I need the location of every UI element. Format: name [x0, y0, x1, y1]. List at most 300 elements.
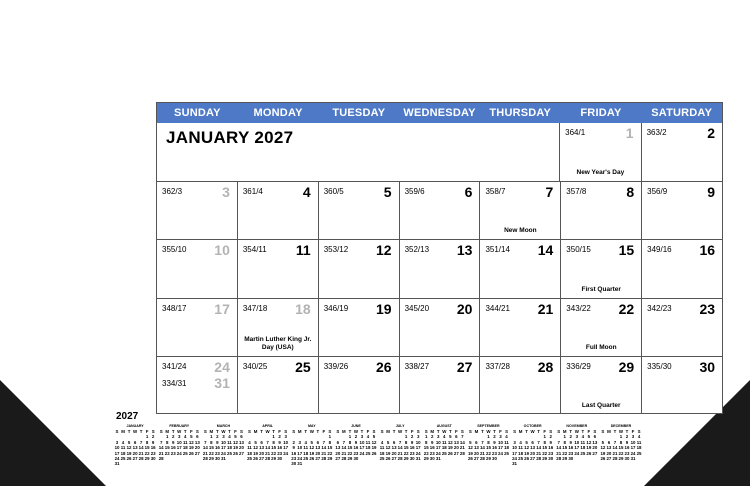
mini-weekday-letter: T — [228, 429, 231, 434]
mini-day: 30 — [214, 455, 220, 461]
weeks-grid — [157, 123, 722, 414]
mini-day: 5 — [234, 434, 237, 440]
mini-day: 8 — [543, 439, 546, 445]
mini-weekday-letter: F — [234, 429, 237, 434]
mini-day: 9 — [216, 439, 219, 445]
mini-day: 4 — [505, 434, 508, 440]
mini-month — [466, 424, 510, 470]
day-cell[interactable] — [399, 240, 480, 297]
day-cell[interactable] — [157, 240, 237, 297]
mini-weekday-letter: M — [342, 429, 346, 434]
day-cell[interactable] — [237, 182, 318, 239]
mini-day: 11 — [379, 445, 385, 451]
mini-weekday-letter: F — [189, 429, 193, 434]
mini-day: 26 — [233, 450, 238, 456]
mini-day: 24 — [630, 450, 636, 456]
mini-day: 16 — [548, 445, 554, 451]
mini-day: 17 — [220, 445, 226, 451]
mini-month-name: SEPTEMBER — [477, 424, 500, 428]
mini-day: 21 — [459, 445, 465, 451]
mini-day: 5 — [254, 439, 257, 445]
mini-day: 8 — [165, 439, 169, 445]
mini-day: 6 — [316, 439, 320, 445]
weekday-friday: FRIDAY — [580, 107, 622, 119]
mini-day: 19 — [253, 450, 258, 456]
mini-day: 7 — [139, 439, 143, 445]
mini-day: 10 — [435, 439, 441, 445]
mini-day: 2 — [216, 434, 219, 440]
mini-day: 10 — [630, 439, 636, 445]
mini-day: 12 — [253, 445, 258, 451]
mini-day: 31 — [415, 455, 421, 461]
mini-day: 16 — [409, 445, 415, 451]
mini-day: 14 — [556, 445, 562, 451]
mini-day: 25 — [182, 450, 188, 456]
mini-day: 19 — [586, 445, 592, 451]
mini-day: 17 — [176, 445, 182, 451]
corner-decoration-left — [0, 380, 106, 486]
mini-day: 7 — [204, 439, 207, 445]
mini-day: 5 — [190, 434, 193, 440]
mini-day: 12 — [447, 439, 453, 445]
mini-day: 5 — [386, 439, 390, 445]
mini-month-name: JANUARY — [126, 424, 144, 428]
mini-day: 24 — [498, 450, 503, 456]
month-title-cell — [157, 123, 559, 181]
day-note: Martin Luther King Jr. Day (USA) — [244, 335, 312, 351]
mini-day: 1 — [348, 434, 352, 440]
day-cell[interactable] — [318, 357, 399, 414]
mini-weekday-letter: S — [416, 429, 420, 434]
mini-day: 21 — [138, 450, 144, 456]
mini-day: 12 — [385, 445, 391, 451]
mini-day: 4 — [184, 434, 187, 440]
mini-weekday-letter: M — [607, 429, 611, 434]
mini-day: 14 — [158, 445, 164, 451]
mini-day: 16 — [353, 445, 359, 451]
mini-weekday-letter: M — [209, 429, 214, 434]
mini-month-name: APRIL — [262, 424, 273, 428]
mini-day: 30 — [492, 455, 497, 461]
mini-day: 28 — [321, 455, 327, 461]
mini-day: 13 — [530, 445, 536, 451]
day-number: 22 — [618, 300, 635, 317]
day-number: 30 — [699, 358, 716, 375]
mini-weekday-letter: F — [145, 429, 149, 434]
mini-day: 2 — [354, 434, 358, 440]
mini-day: 1 — [145, 434, 149, 440]
week-row — [157, 181, 722, 239]
day-number: 20 — [456, 300, 473, 317]
mini-day: 12 — [467, 445, 473, 451]
mini-calendar-year: 2027 — [116, 411, 139, 422]
julian-date: 359/6 — [404, 187, 425, 197]
mini-day: 28 — [397, 455, 403, 461]
mini-weekday-letter: W — [221, 429, 226, 434]
julian-date: 350/15 — [566, 245, 591, 255]
mini-weekday-letter: S — [115, 429, 119, 434]
day-note: New Moon — [504, 227, 537, 235]
mini-day: 30 — [429, 455, 435, 461]
mini-day: 1 — [165, 434, 169, 440]
mini-day: 7 — [481, 439, 484, 445]
day-cell[interactable] — [399, 299, 480, 356]
mini-day: 17 — [512, 450, 517, 456]
mini-day: 5 — [310, 439, 313, 445]
weekday-wednesday: WEDNESDAY — [403, 107, 476, 119]
mini-day: 28 — [341, 455, 347, 461]
mini-day: 9 — [549, 439, 552, 445]
mini-month-grid — [158, 429, 200, 461]
day-number: 14 — [537, 242, 554, 259]
mini-day: 20 — [473, 450, 479, 456]
mini-day: 18 — [182, 445, 188, 451]
mini-day: 20 — [239, 445, 244, 451]
mini-day: 8 — [328, 439, 332, 445]
mini-day: 12 — [371, 439, 377, 445]
mini-day: 8 — [145, 439, 149, 445]
day-cell[interactable] — [237, 357, 318, 414]
mini-day: 26 — [253, 455, 258, 461]
day-cell[interactable] — [157, 357, 237, 414]
mini-month-grid — [247, 429, 289, 461]
mini-weekday-letter: S — [557, 429, 561, 434]
mini-day: 23 — [277, 450, 283, 456]
mini-day: 3 — [178, 434, 181, 440]
mini-day: 7 — [159, 439, 163, 445]
mini-day: 27 — [530, 455, 536, 461]
mini-month-grid — [467, 429, 509, 461]
mini-day: 2 — [292, 439, 295, 445]
mini-day: 10 — [512, 445, 517, 451]
mini-weekday-letter: M — [297, 429, 302, 434]
day-cell[interactable] — [157, 299, 237, 356]
mini-day: 16 — [291, 450, 297, 456]
mini-day: 11 — [120, 445, 126, 451]
mini-day: 3 — [575, 434, 579, 440]
mini-day: 16 — [568, 445, 574, 451]
mini-day: 13 — [391, 445, 397, 451]
day-note: New Year's Day — [576, 169, 625, 177]
mini-day: 31 — [114, 461, 120, 467]
mini-weekday-letter: W — [398, 429, 403, 434]
mini-day: 22 — [144, 450, 150, 456]
mini-day: 4 — [366, 434, 370, 440]
mini-day: 14 — [612, 445, 618, 451]
mini-weekday-letter: W — [353, 429, 359, 434]
mini-month-name: OCTOBER — [523, 424, 542, 428]
mini-day: 4 — [380, 439, 384, 445]
mini-day: 2 — [410, 434, 414, 440]
mini-day: 6 — [607, 439, 611, 445]
mini-day: 17 — [114, 450, 120, 456]
mini-day: 11 — [227, 439, 232, 445]
day-cell[interactable] — [237, 240, 318, 297]
julian-date: 343/22 — [566, 303, 591, 313]
mini-day: 30 — [291, 461, 297, 467]
mini-month — [157, 424, 201, 470]
mini-day: 21 — [397, 450, 403, 456]
mini-day: 4 — [443, 434, 446, 440]
mini-day: 25 — [120, 455, 126, 461]
day-cell[interactable] — [479, 357, 560, 414]
mini-weekday-letter: S — [195, 429, 199, 434]
mini-weekday-letter: S — [593, 429, 597, 434]
mini-day: 30 — [624, 455, 630, 461]
mini-month-name: MARCH — [216, 424, 231, 428]
day-cell[interactable] — [641, 357, 722, 414]
mini-weekday-letter: T — [216, 429, 219, 434]
mini-day: 15 — [164, 445, 170, 451]
day-cell[interactable] — [157, 182, 237, 239]
mini-weekday-letter: W — [265, 429, 270, 434]
mini-day: 11 — [580, 439, 586, 445]
day-cell[interactable] — [237, 299, 318, 356]
mini-day: 31 — [297, 461, 303, 467]
julian-date: 362/3 — [162, 187, 183, 197]
day-cell[interactable] — [479, 182, 560, 239]
mini-day: 23 — [353, 450, 359, 456]
mini-day: 29 — [327, 455, 333, 461]
mini-day: 16 — [150, 445, 156, 451]
mini-day: 27 — [473, 455, 479, 461]
day-number: 5 — [383, 184, 392, 201]
mini-weekday-letter: W — [133, 429, 138, 434]
mini-weekday-letter: S — [460, 429, 464, 434]
day-cell[interactable] — [641, 240, 722, 297]
mini-day: 26 — [371, 450, 377, 456]
mini-day: 2 — [278, 434, 281, 440]
day-cell[interactable] — [560, 240, 641, 297]
day-cell[interactable] — [560, 299, 641, 356]
mini-day: 18 — [365, 445, 371, 451]
mini-day: 18 — [504, 445, 509, 451]
mini-day: 19 — [385, 450, 391, 456]
mini-weekday-letter: W — [309, 429, 314, 434]
mini-month-name: JULY — [395, 424, 405, 428]
mini-day: 28 — [479, 455, 485, 461]
mini-day: 10 — [415, 439, 421, 445]
mini-day: 18 — [247, 450, 252, 456]
mini-day: 1 — [563, 434, 566, 440]
mini-day: 20 — [391, 450, 397, 456]
mini-day: 22 — [164, 450, 170, 456]
day-cell[interactable] — [641, 123, 722, 181]
day-note: First Quarter — [581, 285, 621, 293]
mini-weekday-letter: S — [292, 429, 296, 434]
mini-day: 8 — [272, 439, 275, 445]
julian-date: 337/28 — [485, 361, 510, 371]
mini-day: 24 — [435, 450, 441, 456]
mini-day: 5 — [525, 439, 528, 445]
mini-day: 26 — [586, 450, 592, 456]
day-cell[interactable] — [560, 357, 641, 414]
mini-weekday-letter: S — [240, 429, 243, 434]
mini-day: 26 — [524, 455, 530, 461]
julian-date: 338/27 — [404, 361, 430, 371]
mini-day: 22 — [208, 450, 214, 456]
mini-day: 15 — [327, 445, 333, 451]
mini-day: 21 — [341, 450, 347, 456]
mini-day: 22 — [423, 450, 429, 456]
mini-day: 26 — [467, 455, 473, 461]
mini-day: 26 — [309, 455, 315, 461]
julian-date: 349/16 — [647, 245, 672, 255]
day-cell[interactable] — [560, 182, 641, 239]
mini-day: 6 — [196, 434, 199, 440]
mini-day: 23 — [548, 450, 554, 456]
mini-month-grid — [114, 429, 156, 467]
mini-month-name: FEBRUARY — [169, 424, 190, 428]
mini-day: 28 — [459, 450, 465, 456]
mini-day: 20 — [530, 450, 536, 456]
mini-day: 13 — [194, 439, 200, 445]
julian-date: 351/14 — [485, 245, 510, 255]
mini-day: 9 — [625, 439, 629, 445]
mini-day: 29 — [542, 455, 548, 461]
mini-day: 15 — [403, 445, 409, 451]
mini-day: 20 — [606, 450, 612, 456]
day-cell[interactable] — [318, 182, 399, 239]
mini-weekday-letter: T — [272, 429, 275, 434]
mini-month — [555, 424, 599, 470]
day-number: 3 — [222, 184, 230, 201]
mini-day: 31 — [630, 455, 636, 461]
mini-weekday-letter: T — [448, 429, 452, 434]
weekday-header — [157, 103, 722, 123]
mini-day: 10 — [220, 439, 226, 445]
day-cell[interactable] — [479, 240, 560, 297]
mini-day: 31 — [220, 455, 226, 461]
mini-day: 13 — [453, 439, 459, 445]
day-cell[interactable] — [641, 299, 722, 356]
mini-day: 24 — [359, 450, 365, 456]
month-calendar — [156, 102, 723, 414]
julian-date: 344/21 — [485, 303, 510, 313]
mini-weekday-letter: W — [177, 429, 182, 434]
mini-day: 21 — [158, 450, 164, 456]
mini-day: 14 — [138, 445, 144, 451]
mini-day: 1 — [404, 434, 408, 440]
day-number: 16 — [699, 242, 716, 259]
week-row — [157, 298, 722, 356]
mini-day: 1 — [619, 434, 623, 440]
mini-weekday-letter: W — [618, 429, 624, 434]
mini-day: 24 — [283, 450, 289, 456]
mini-day: 19 — [524, 450, 530, 456]
day-cell[interactable] — [318, 240, 399, 297]
mini-day: 3 — [222, 434, 225, 440]
mini-weekday-letter: F — [631, 429, 635, 434]
julian-date: 339/26 — [323, 361, 349, 371]
mini-day: 30 — [548, 455, 554, 461]
mini-day: 29 — [208, 455, 214, 461]
mini-day: 9 — [493, 439, 496, 445]
day-number: 12 — [376, 242, 392, 259]
mini-day: 15 — [423, 445, 429, 451]
mini-day: 7 — [342, 439, 346, 445]
mini-day: 12 — [600, 445, 606, 451]
mini-weekday-letter: M — [474, 429, 479, 434]
day-cell[interactable] — [399, 357, 480, 414]
mini-day: 3 — [499, 434, 502, 440]
day-cell[interactable] — [559, 123, 640, 181]
day-number: 4 — [302, 184, 311, 201]
mini-day: 10 — [574, 439, 580, 445]
day-cell[interactable] — [479, 299, 560, 356]
mini-weekday-letter: T — [613, 429, 617, 434]
mini-day: 8 — [348, 439, 352, 445]
mini-day: 27 — [194, 450, 200, 456]
day-number: 31 — [214, 374, 230, 391]
mini-day: 1 — [328, 434, 332, 440]
mini-day: 24 — [114, 455, 120, 461]
mini-day: 18 — [636, 445, 642, 451]
mini-day: 17 — [435, 445, 441, 451]
mini-day: 23 — [429, 450, 435, 456]
mini-weekday-letter: T — [481, 429, 484, 434]
mini-day: 11 — [504, 439, 509, 445]
mini-weekday-letter: S — [328, 429, 332, 434]
mini-day: 4 — [581, 434, 585, 440]
mini-day: 6 — [133, 439, 137, 445]
mini-month-grid — [512, 429, 554, 467]
mini-day: 1 — [487, 434, 490, 440]
mini-day: 2 — [549, 434, 552, 440]
mini-day: 5 — [372, 434, 376, 440]
mini-day: 5 — [127, 439, 131, 445]
julian-date: 346/19 — [323, 303, 349, 313]
mini-day: 1 — [424, 434, 428, 440]
mini-weekday-letter: S — [424, 429, 428, 434]
day-number: 23 — [699, 300, 716, 317]
mini-day: 2 — [431, 434, 434, 440]
mini-month-name: NOVEMBER — [566, 424, 588, 428]
mini-day: 9 — [431, 439, 434, 445]
mini-day: 14 — [536, 445, 542, 451]
mini-day: 25 — [303, 455, 309, 461]
mini-day: 13 — [315, 445, 321, 451]
mini-day: 4 — [248, 439, 251, 445]
mini-day: 21 — [202, 450, 208, 456]
mini-day: 1 — [272, 434, 275, 440]
week-row — [157, 356, 722, 414]
mini-day: 3 — [416, 434, 420, 440]
mini-day: 11 — [518, 445, 523, 451]
mini-month — [422, 424, 466, 470]
day-number: 11 — [295, 242, 311, 259]
day-cell[interactable] — [318, 299, 399, 356]
mini-day: 4 — [228, 434, 231, 440]
day-cell[interactable] — [641, 182, 722, 239]
mini-day: 21 — [612, 450, 618, 456]
mini-month-name: AUGUST — [436, 424, 452, 428]
julian-date: 347/18 — [242, 303, 268, 313]
mini-month — [599, 424, 643, 470]
mini-day: 28 — [536, 455, 542, 461]
day-cell[interactable] — [399, 182, 480, 239]
mini-day: 15 — [618, 445, 624, 451]
mini-day: 2 — [625, 434, 629, 440]
weekday-monday: MONDAY — [253, 107, 303, 119]
mini-day: 6 — [392, 439, 396, 445]
julian-date: 360/5 — [323, 187, 344, 197]
mini-day: 28 — [202, 455, 208, 461]
day-number: 27 — [456, 358, 473, 375]
mini-day: 26 — [385, 455, 391, 461]
mini-day: 14 — [321, 445, 327, 451]
julian-date: 358/7 — [485, 187, 506, 197]
